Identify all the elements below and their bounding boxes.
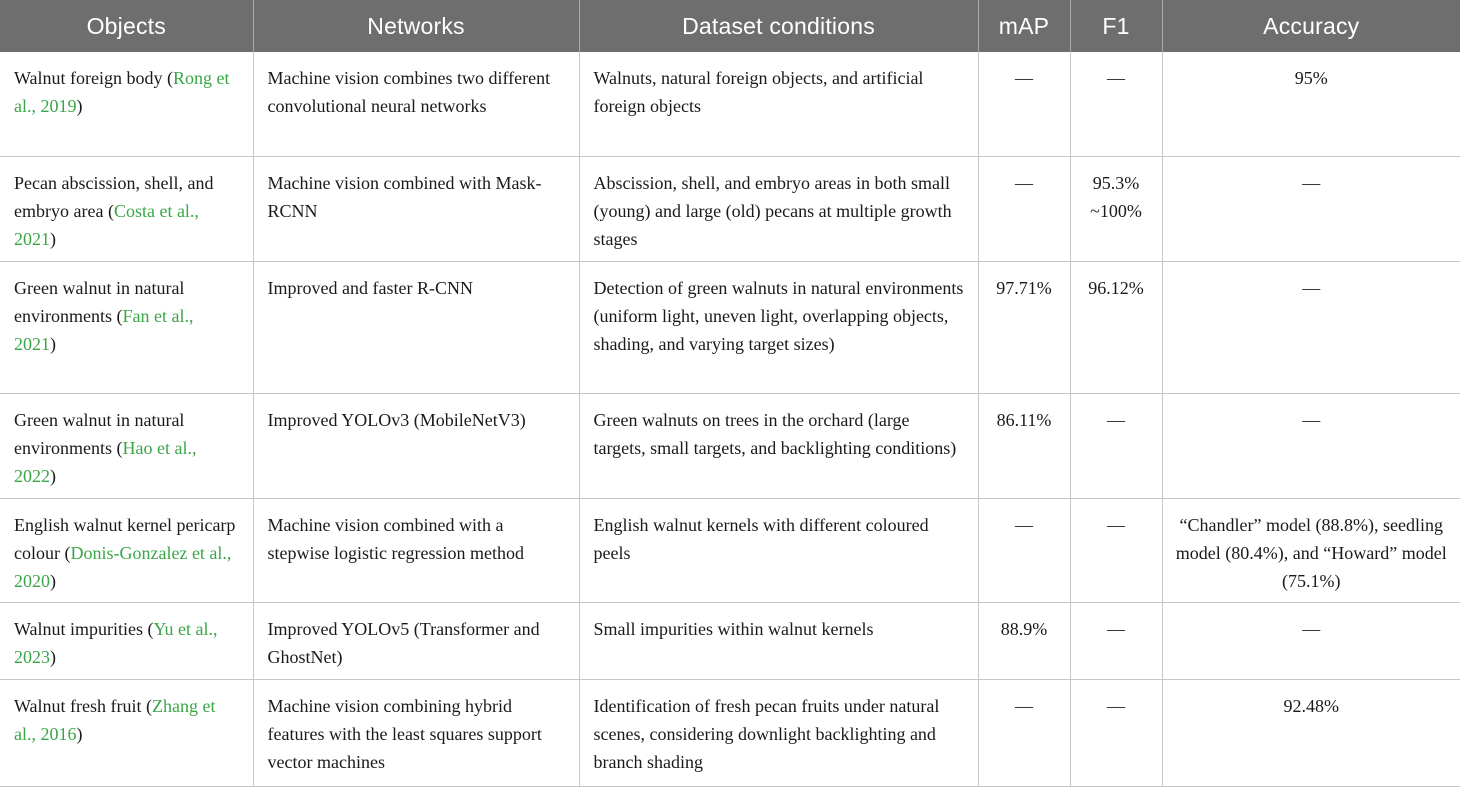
cell-object: Walnut fresh fruit (Zhang et al., 2016) <box>0 679 253 786</box>
citation-link[interactable]: Hao et al., 2022 <box>14 437 197 486</box>
cell-dataset: Small impurities within walnut kernels <box>579 602 978 679</box>
cell-dataset: English walnut kernels with different coloured peels <box>579 498 978 602</box>
cell-map: — <box>978 52 1070 156</box>
cell-map: — <box>978 498 1070 602</box>
header-objects: Objects <box>0 0 253 52</box>
cell-network: Improved YOLOv5 (Transformer and GhostNet) <box>253 602 579 679</box>
cell-map: 88.9% <box>978 602 1070 679</box>
citation-link[interactable]: Fan et al., 2021 <box>14 305 194 354</box>
header-f1: F1 <box>1070 0 1162 52</box>
cell-object: Green walnut in natural environments (Fan et al., 2021) <box>0 261 253 393</box>
header-accuracy: Accuracy <box>1162 0 1460 52</box>
header-dataset-conditions: Dataset conditions <box>579 0 978 52</box>
cell-map: 86.11% <box>978 393 1070 498</box>
cell-accuracy: — <box>1162 602 1460 679</box>
cell-dataset: Walnuts, natural foreign objects, and artificial foreign objects <box>579 52 978 156</box>
cell-object: Walnut foreign body (Rong et al., 2019) <box>0 52 253 156</box>
cell-network: Improved and faster R-CNN <box>253 261 579 393</box>
cell-accuracy: — <box>1162 156 1460 261</box>
cell-object: Green walnut in natural environments (Hao et al., 2022) <box>0 393 253 498</box>
cell-f1: — <box>1070 679 1162 786</box>
table-row <box>0 498 1460 602</box>
cell-f1: 96.12% <box>1070 261 1162 393</box>
citation-link[interactable]: Zhang et al., 2016 <box>14 695 216 744</box>
cell-network: Machine vision combines two different convolutional neural networks <box>253 52 579 156</box>
cell-object: English walnut kernel pericarp colour (Donis-Gonzalez et al., 2020) <box>0 498 253 602</box>
table-header-row <box>0 0 1460 52</box>
table-row <box>0 393 1460 498</box>
table-row <box>0 602 1460 679</box>
cell-f1: 95.3% ~100% <box>1070 156 1162 261</box>
table-row <box>0 679 1460 786</box>
cell-accuracy: “Chandler” model (88.8%), seedling model (80.4%), and “Howard” model (75.1%) <box>1162 498 1460 602</box>
cell-accuracy: — <box>1162 393 1460 498</box>
cell-dataset: Detection of green walnuts in natural environments (uniform light, uneven light, overlapping objects, shading, and varying target sizes) <box>579 261 978 393</box>
cell-network: Machine vision combined with Mask-RCNN <box>253 156 579 261</box>
cell-object: Pecan abscission, shell, and embryo area (Costa et al., 2021) <box>0 156 253 261</box>
table-row <box>0 261 1460 393</box>
cell-map: — <box>978 156 1070 261</box>
citation-link[interactable]: Yu et al., 2023 <box>14 618 218 667</box>
cell-map: — <box>978 679 1070 786</box>
cell-network: Machine vision combined with a stepwise logistic regression method <box>253 498 579 602</box>
cell-object: Walnut impurities (Yu et al., 2023) <box>0 602 253 679</box>
citation-link[interactable]: Costa et al., 2021 <box>14 200 199 249</box>
header-networks: Networks <box>253 0 579 52</box>
cell-map: 97.71% <box>978 261 1070 393</box>
cell-network: Machine vision combining hybrid features with the least squares support vector machines <box>253 679 579 786</box>
cell-accuracy: — <box>1162 261 1460 393</box>
cell-accuracy: 92.48% <box>1162 679 1460 786</box>
citation-link[interactable]: Donis-Gonzalez et al., 2020 <box>14 542 232 591</box>
cell-dataset: Identification of fresh pecan fruits under natural scenes, considering downlight backlighting and branch shading <box>579 679 978 786</box>
table-row <box>0 156 1460 261</box>
cell-f1: — <box>1070 498 1162 602</box>
cell-dataset: Green walnuts on trees in the orchard (large targets, small targets, and backlighting conditions) <box>579 393 978 498</box>
header-map: mAP <box>978 0 1070 52</box>
cell-f1: — <box>1070 602 1162 679</box>
cell-f1: — <box>1070 393 1162 498</box>
cell-dataset: Abscission, shell, and embryo areas in both small (young) and large (old) pecans at multiple growth stages <box>579 156 978 261</box>
cell-f1: — <box>1070 52 1162 156</box>
cell-accuracy: 95% <box>1162 52 1460 156</box>
citation-link[interactable]: Rong et al., 2019 <box>14 68 230 116</box>
cell-network: Improved YOLOv3 (MobileNetV3) <box>253 393 579 498</box>
table-row <box>0 52 1460 156</box>
